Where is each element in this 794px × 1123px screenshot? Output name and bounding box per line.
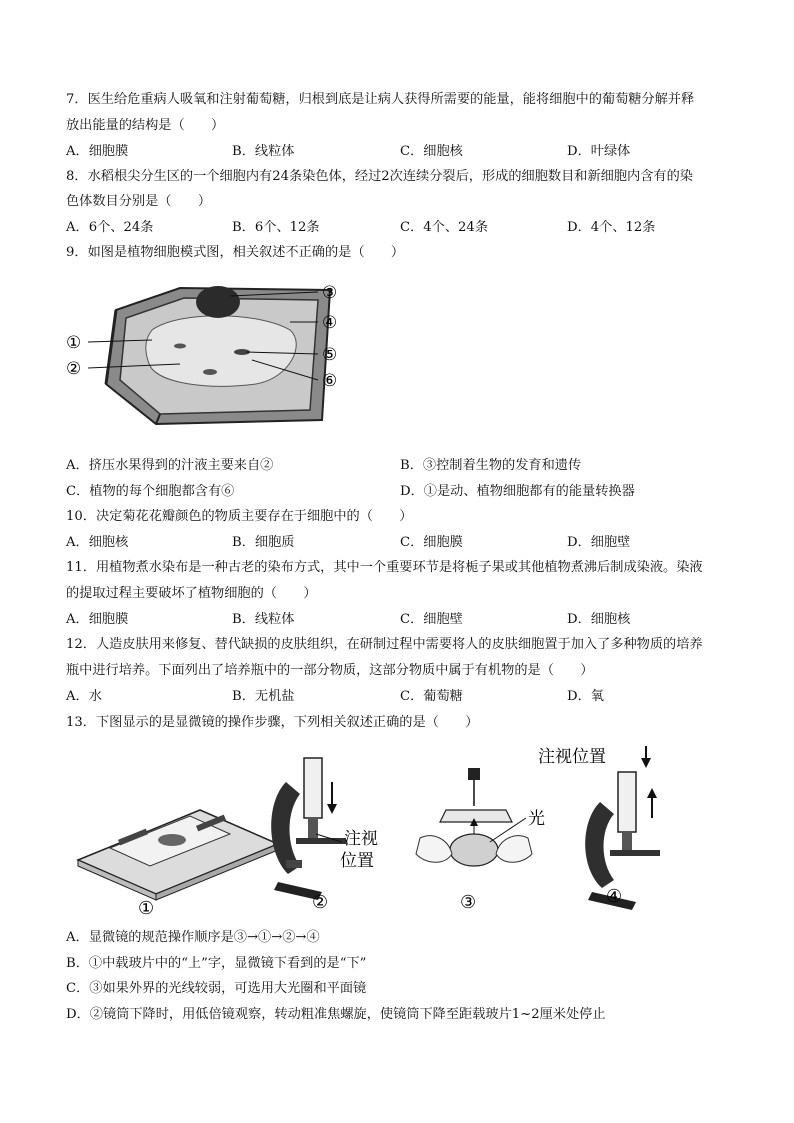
step-label-3: ③	[460, 892, 477, 913]
q12-stem-line1: 12．人造皮肤用来修复、替代缺损的皮肤组织，在研制过程中需要将人的皮肤细胞置于加入了多种物质的培养	[66, 637, 703, 652]
q11-stem-line2: 的提取过程主要破坏了植物细胞的（ ）	[66, 586, 317, 601]
light-label: 光	[528, 809, 545, 829]
q8-stem-line1: 8．水稻根尖分生区的一个细胞内有24条染色体，经过2次连续分裂后，形成的细胞数目和新细胞内含有的染	[66, 169, 693, 184]
q10-option-c: C．细胞膜	[400, 535, 463, 550]
q8-stem-line2: 色体数目分别是（ ）	[66, 194, 212, 209]
q12-option-c: C．葡萄糖	[400, 689, 463, 704]
q12-option-d: D．氧	[567, 689, 604, 704]
watch-position-label-2a: 注视	[344, 829, 378, 849]
q9-option-a: A．挤压水果得到的汁液主要来自②	[66, 458, 274, 473]
q7-stem-line1: 7．医生给危重病人吸氧和注射葡萄糖，归根到底是让病人获得所需要的能量，能将细胞中的葡萄糖分解并释	[66, 92, 695, 107]
q9-option-d: D．①是动、植物细胞都有的能量转换器	[400, 484, 635, 499]
chloroplast	[174, 344, 186, 349]
watch-position-label-2b: 位置	[340, 851, 374, 871]
step-4-microscope	[585, 746, 660, 910]
figure-label-3: ③	[322, 283, 338, 303]
q7-option-b: B．线粒体	[232, 144, 295, 159]
q10-option-a: A．细胞核	[66, 535, 129, 550]
figure-label-2: ②	[66, 359, 82, 379]
q7-option-c: C．细胞核	[400, 144, 463, 159]
q8-option-b: B．6个、12条	[232, 220, 320, 235]
q11-option-a: A．细胞膜	[66, 612, 129, 627]
step-3-mirror	[416, 768, 532, 866]
q9-stem: 9．如图是植物细胞模式图，相关叙述不正确的是（ ）	[66, 245, 405, 260]
nucleus	[196, 286, 240, 318]
watch-position-label-4: 注视位置	[538, 747, 606, 767]
q7-option-a: A．细胞膜	[66, 144, 129, 159]
q11-option-d: D．细胞核	[567, 612, 631, 627]
q12-option-a: A．水	[66, 689, 102, 704]
step-label-4: ④	[606, 886, 623, 907]
q7-stem-line2: 放出能量的结构是（ ）	[66, 118, 225, 133]
q7-option-d: D．叶绿体	[567, 144, 631, 159]
step-label-2: ②	[312, 892, 329, 913]
q8-option-c: C．4个、24条	[400, 220, 489, 235]
q10-option-d: D．细胞壁	[567, 535, 631, 550]
q13-option-b: B．①中载玻片中的“上”字，显微镜下看到的是“下”	[66, 956, 367, 971]
q10-option-b: B．细胞质	[232, 535, 295, 550]
figure-label-1: ①	[66, 333, 82, 353]
plant-cell-figure	[60, 280, 360, 432]
step-label-1: ①	[138, 898, 155, 918]
q11-option-b: B．线粒体	[232, 612, 295, 627]
q10-stem: 10．决定菊花花瓣颜色的物质主要存在于细胞中的（ ）	[66, 509, 413, 524]
q13-stem: 13．下图显示的是显微镜的操作步骤，下列相关叙述正确的是（ ）	[66, 715, 479, 730]
q9-option-b: B．③控制着生物的发育和遗传	[400, 458, 582, 473]
step-2-microscope	[271, 758, 346, 900]
q8-option-d: D．4个、12条	[567, 220, 656, 235]
q13-option-d: D．②镜筒下降时，用低倍镜观察，转动粗准焦螺旋，使镜筒下降至距载玻片1~2厘米处停止	[66, 1007, 606, 1022]
q9-option-c: C．植物的每个细胞都含有⑥	[66, 484, 235, 499]
q13-option-a: A．显微镜的规范操作顺序是③→①→②→④	[66, 930, 320, 945]
figure-label-4: ④	[322, 313, 338, 333]
step-1-stage	[78, 810, 278, 900]
q8-option-a: A．6个、24条	[66, 220, 154, 235]
q13-option-c: C．③如果外界的光线较弱，可选用大光圈和平面镜	[66, 981, 367, 996]
q11-option-c: C．细胞壁	[400, 612, 463, 627]
q12-stem-line2: 瓶中进行培养。下面列出了培养瓶中的一部分物质，这部分物质中属于有机物的是（ ）	[66, 663, 594, 678]
figure-label-5: ⑤	[322, 345, 338, 365]
vacuole	[146, 316, 297, 387]
q11-stem-line1: 11．用植物煮水染布是一种古老的染布方式，其中一个重要环节是将栀子果或其他植物煮沸后制成染液。染液	[66, 560, 703, 575]
microscope-steps-figure	[60, 742, 680, 918]
q12-option-b: B．无机盐	[232, 689, 295, 704]
chloroplast	[203, 369, 217, 375]
figure-label-6: ⑥	[322, 371, 338, 391]
